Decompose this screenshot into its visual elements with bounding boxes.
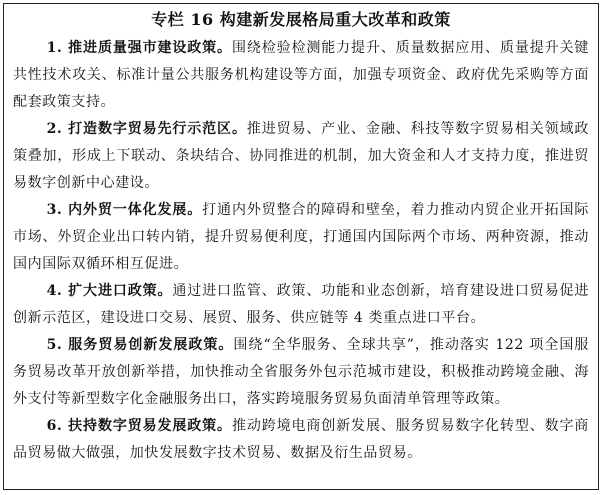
- item-body: 打通内外贸整合的障碍和壁垒，着力推动内贸企业开拓国际市场、外贸企业出口转内销，提升贸易便利度，打通国内国际两个市场、两种资源，推动国内国际双循环相互促进。: [13, 202, 589, 272]
- item-heading: 内外贸一体化发展。: [68, 202, 203, 218]
- policy-item-4: [13, 278, 589, 332]
- item-number: 6.: [46, 418, 69, 434]
- policy-item-3: [13, 197, 589, 278]
- item-heading: 服务贸易创新发展政策。: [68, 337, 234, 353]
- policy-list: [4, 35, 598, 467]
- item-body: 推进贸易、产业、金融、科技等数字贸易相关领域政策叠加，形成上下联动、条块结合、协同推进的机制，加大资金和人才支持力度，推进贸易数字创新中心建设。: [13, 121, 589, 191]
- policy-box: [3, 3, 599, 490]
- item-heading: 扶持数字贸易发展政策。: [68, 418, 232, 434]
- box-title: 专栏 16 构建新发展格局重大改革和政策: [151, 10, 451, 29]
- item-body: 通过进口监管、政策、功能和业态创新，培育建设进口贸易促进创新示范区，建设进口交易、展贸、服务、供应链等 4 类重点进口平台。: [13, 283, 589, 326]
- policy-item-5: [13, 332, 589, 413]
- item-number: 3.: [46, 202, 69, 218]
- policy-item-1: [13, 35, 589, 116]
- item-number: 2.: [46, 121, 69, 137]
- item-number: 5.: [46, 337, 69, 353]
- item-body: 推动跨境电商创新发展、服务贸易数字化转型、数字商品贸易做大做强，加快发展数字技术贸易、数据及衍生品贸易。: [13, 418, 589, 461]
- item-heading: 扩大进口政策。: [68, 283, 173, 299]
- item-number: 1.: [46, 40, 69, 56]
- item-number: 4.: [46, 283, 69, 299]
- item-heading: 推进质量强市建设政策。: [68, 40, 232, 56]
- policy-item-6: [13, 413, 589, 467]
- policy-item-2: [13, 116, 589, 197]
- item-body: 围绕“全华服务、全球共享”，推动落实 122 项全国服务贸易改革开放创新举措，加快推动全省服务外包示范城市建设，积极推动跨境金融、海外支付等新型数字化金融服务出口，落实跨境服务贸易负面清单管理等政策。: [13, 337, 589, 407]
- item-heading: 打造数字贸易先行示范区。: [68, 121, 247, 137]
- item-body: 围绕检验检测能力提升、质量数据应用、质量提升关键共性技术攻关、标准计量公共服务机构建设等方面，加强专项资金、政府优先采购等方面配套政策支持。: [13, 40, 589, 110]
